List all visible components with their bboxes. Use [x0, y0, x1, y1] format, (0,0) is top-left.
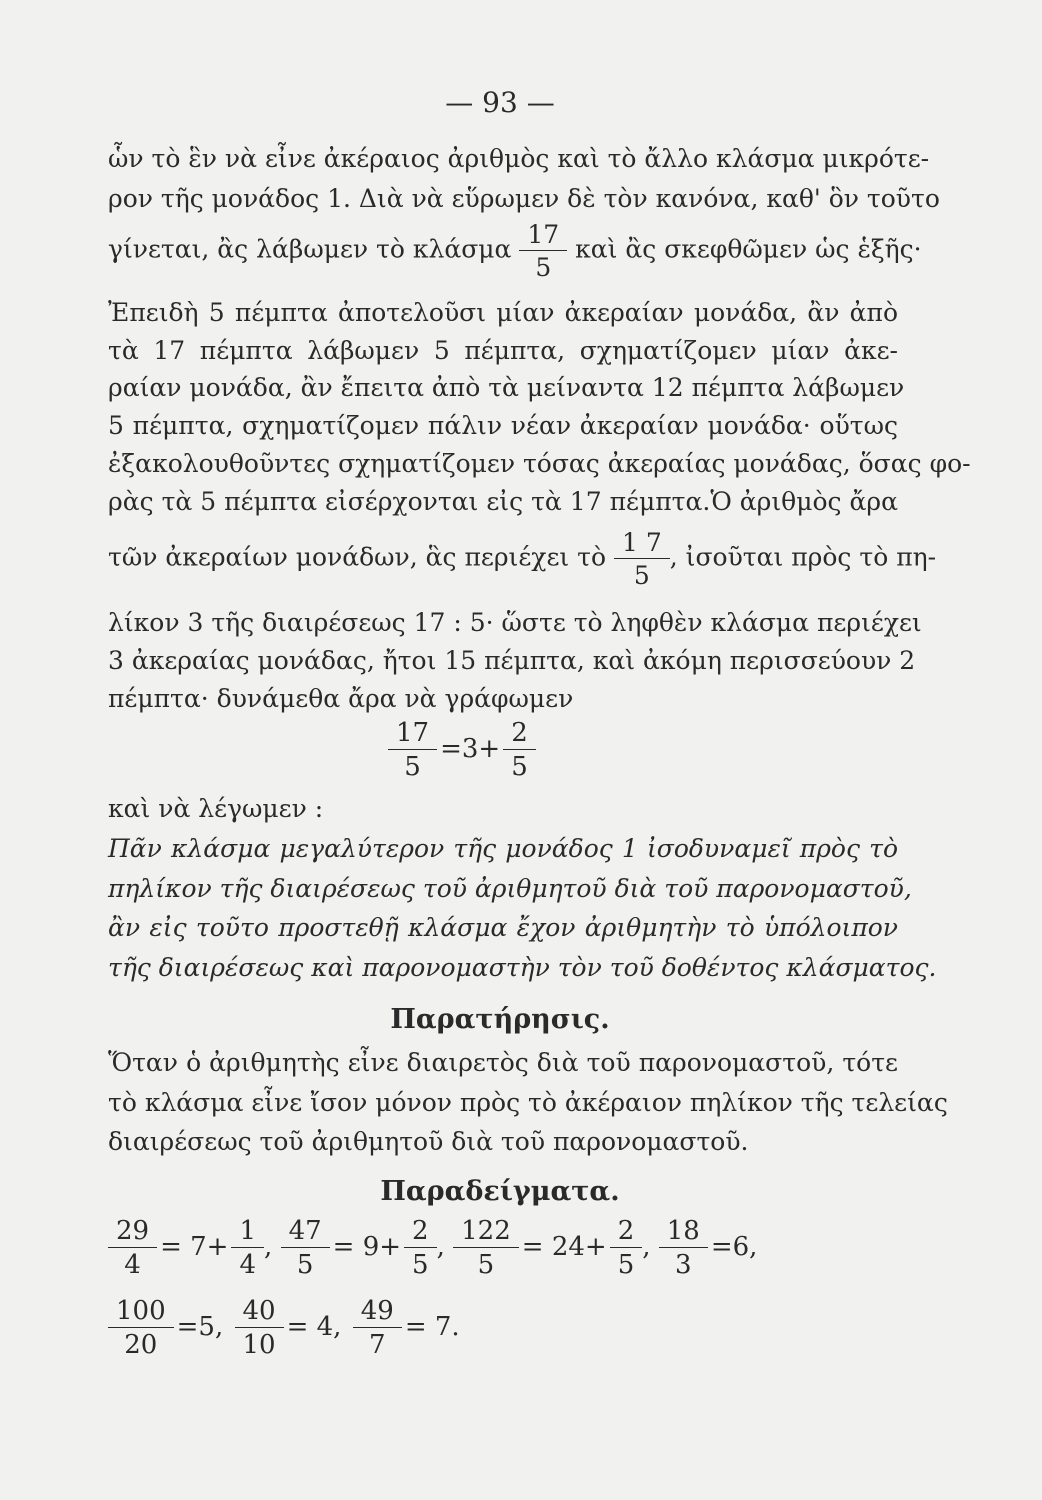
- numerator: 49: [353, 1298, 402, 1328]
- text-line: καὶ νὰ λέγωμεν :: [108, 794, 324, 823]
- fraction: [235, 1298, 284, 1358]
- heading-examples: Παραδείγματα.: [380, 1176, 620, 1207]
- text-line: πέμπτα· δυνάμεθα ἄρα νὰ γράφωμεν: [108, 684, 574, 713]
- rule-line: πηλίκον τῆς διαιρέσεως τοῦ ἀριθμητοῦ διὰ τοῦ παρονομαστοῦ,: [108, 874, 912, 903]
- numerator: 40: [235, 1298, 284, 1328]
- text-line: 3 ἀκεραίας μονάδας, ἤτοι 15 πέμπτα, καὶ ἀκόμη περισσεύουν 2: [108, 646, 916, 675]
- text-line: 5 πέμπτα, σχηματίζομεν πάλιν νέαν ἀκεραίαν μονάδα· οὕτως: [108, 411, 898, 440]
- fraction: [353, 1298, 402, 1358]
- denominator: 4: [239, 1250, 257, 1280]
- fraction: [519, 222, 567, 280]
- fraction: [108, 1298, 174, 1358]
- fraction: [388, 720, 437, 780]
- equals: =5,: [176, 1312, 224, 1342]
- main-equation: [388, 720, 536, 780]
- numerator: 17: [388, 720, 437, 750]
- denominator: 5: [511, 752, 528, 782]
- numerator: 18: [659, 1218, 708, 1248]
- text-line-with-fraction: [108, 528, 937, 590]
- denominator: 7: [368, 1330, 386, 1360]
- fraction: [231, 1218, 264, 1278]
- fraction: [614, 530, 670, 588]
- fraction: [503, 720, 536, 780]
- rule-line: τῆς διαιρέσεως καὶ παρονομαστὴν τὸν τοῦ δοθέντος κλάσματος.: [108, 953, 937, 982]
- separator: ,: [436, 1232, 445, 1262]
- text-line: ραίαν μονάδα, ἂν ἔπειτα ἀπὸ τὰ μείναντα 12 πέμπτα λάβωμεν: [108, 373, 905, 402]
- equals-plus: =3+: [440, 734, 501, 764]
- text-line: τὰ 17 πέμπτα λάβωμεν 5 πέμπτα, σχηματίζομεν μίαν ἀκε-: [108, 336, 898, 365]
- text: , ἰσοῦται πρὸς τὸ πη-: [669, 542, 937, 572]
- numerator: 2: [610, 1218, 643, 1248]
- text-line: ἐξακολουθοῦντες σχηματίζομεν τόσας ἀκεραίας μονάδας, ὅσας φο-: [108, 449, 971, 478]
- denominator: 5: [404, 752, 421, 782]
- page-number: — 93 —: [445, 86, 555, 119]
- numerator: 1 7: [614, 530, 670, 559]
- numerator: 17: [519, 222, 567, 251]
- denominator: 20: [124, 1330, 158, 1360]
- denominator: 5: [296, 1250, 314, 1280]
- equals: = 7+: [160, 1232, 229, 1262]
- denominator: 5: [633, 561, 650, 590]
- rule-line: Πᾶν κλάσμα μεγαλύτερον τῆς μονάδος 1 ἰσοδυναμεῖ πρὸς τὸ: [108, 834, 898, 863]
- equals: = 24+: [521, 1232, 607, 1262]
- fraction: [659, 1218, 708, 1278]
- numerator: 29: [108, 1218, 157, 1248]
- text-line: ρον τῆς μονάδος 1. Διὰ νὰ εὕρωμεν δὲ τὸν κανόνα, καθ' ὃν τοῦτο: [108, 184, 940, 213]
- numerator: 47: [281, 1218, 330, 1248]
- fraction: [404, 1218, 437, 1278]
- numerator: 122: [453, 1218, 519, 1248]
- text-line: ρὰς τὰ 5 πέμπτα εἰσέρχονται εἰς τὰ 17 πέμπτα.Ὁ ἀριθμὸς ἄρα: [108, 487, 898, 516]
- denominator: 4: [124, 1250, 141, 1280]
- examples-row-1: [108, 1218, 760, 1278]
- equals: = 7.: [404, 1312, 460, 1342]
- separator: ,: [264, 1232, 273, 1262]
- text-line-with-fraction: [108, 220, 922, 282]
- numerator: 2: [404, 1218, 437, 1248]
- fraction: [453, 1218, 519, 1278]
- text-line: Ἐπειδὴ 5 πέμπτα ἀποτελοῦσι μίαν ἀκεραίαν μονάδα, ἂν ἀπὸ: [108, 298, 898, 327]
- rule-line: ἂν εἰς τοῦτο προστεθῇ κλάσμα ἔχον ἀριθμητὴν τὸ ὑπόλοιπον: [108, 913, 898, 942]
- text-line: τὸ κλάσμα εἶνε ἴσον μόνον πρὸς τὸ ἀκέραιον πηλίκον τῆς τελείας: [108, 1088, 948, 1117]
- heading-remark: Παρατήρησις.: [390, 1004, 610, 1035]
- denominator: 5: [412, 1250, 429, 1280]
- text-line: λίκον 3 τῆς διαιρέσεως 17 : 5· ὥστε τὸ ληφθὲν κλάσμα περιέχει: [108, 608, 922, 637]
- fraction: [108, 1218, 157, 1278]
- fraction: [610, 1218, 643, 1278]
- denominator: 10: [242, 1330, 276, 1360]
- denominator: 5: [477, 1250, 495, 1280]
- numerator: 2: [503, 720, 536, 750]
- numerator: 1: [231, 1218, 264, 1248]
- separator: ,: [642, 1232, 651, 1262]
- text-line: ὧν τὸ ἓν νὰ εἶνε ἀκέραιος ἀριθμὸς καὶ τὸ ἄλλο κλάσμα μικρότε-: [108, 144, 930, 173]
- numerator: 100: [108, 1298, 174, 1328]
- denominator: 5: [535, 253, 552, 282]
- text-line: Ὅταν ὁ ἀριθμητὴς εἶνε διαιρετὸς διὰ τοῦ παρονομαστοῦ, τότε: [108, 1048, 898, 1077]
- text: καὶ ἂς σκεφθῶμεν ὡς ἑξῆς·: [575, 234, 922, 264]
- equals: =6,: [710, 1232, 758, 1262]
- equals: = 4,: [286, 1312, 342, 1342]
- text: γίνεται, ἂς λάβωμεν τὸ κλάσμα: [108, 234, 512, 264]
- equals: = 9+: [332, 1232, 402, 1262]
- fraction: [281, 1218, 330, 1278]
- denominator: 5: [617, 1250, 635, 1280]
- examples-row-2: [108, 1298, 463, 1358]
- denominator: 3: [675, 1250, 692, 1280]
- text-line: διαιρέσεως τοῦ ἀριθμητοῦ διὰ τοῦ παρονομαστοῦ.: [108, 1127, 749, 1156]
- text: τῶν ἀκεραίων μονάδων, ἃς περιέχει τὸ: [108, 542, 607, 572]
